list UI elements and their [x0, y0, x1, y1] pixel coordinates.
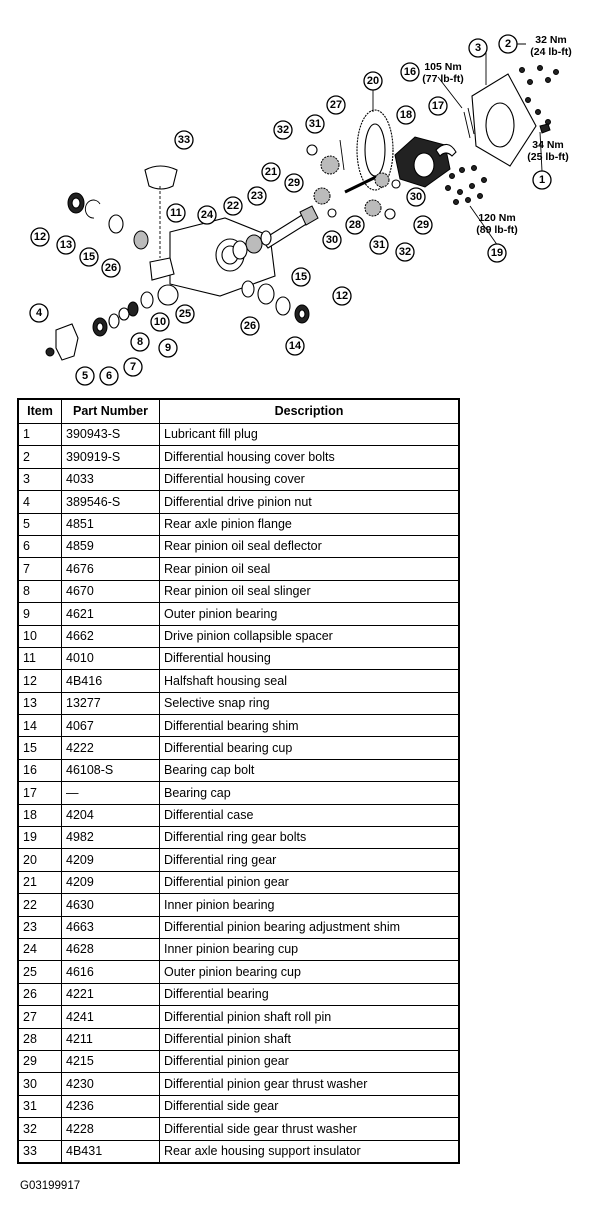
- svg-text:31: 31: [372, 239, 386, 251]
- item-cell: 32: [18, 1118, 62, 1140]
- callout-2: [499, 35, 517, 53]
- svg-text:8: 8: [136, 336, 144, 348]
- torque-spec-2: [530, 34, 571, 58]
- part-number-cell: 13277: [62, 692, 160, 714]
- svg-text:4: 4: [35, 307, 43, 319]
- item-cell: 22: [18, 894, 62, 916]
- part-number-cell: 4B431: [62, 1140, 160, 1163]
- part-number-cell: 4628: [62, 938, 160, 960]
- callout-15-right: [292, 268, 310, 286]
- description-cell: Differential bearing cup: [160, 737, 460, 759]
- callout-10: [151, 313, 169, 331]
- svg-text:26: 26: [243, 320, 257, 332]
- part-number-cell: 390919-S: [62, 446, 160, 468]
- item-cell: 12: [18, 670, 62, 692]
- svg-text:9: 9: [164, 342, 172, 354]
- description-cell: Rear pinion oil seal: [160, 558, 460, 580]
- svg-text:13: 13: [59, 239, 73, 251]
- table-row: [18, 1050, 459, 1072]
- part-number-cell: 4982: [62, 827, 160, 849]
- svg-text:120 Nm: 120 Nm: [478, 212, 516, 224]
- part-number-cell: 4222: [62, 737, 160, 759]
- item-cell: 2: [18, 446, 62, 468]
- part-number-cell: 4670: [62, 580, 160, 602]
- part-number-cell: 4067: [62, 715, 160, 737]
- table-row: [18, 446, 459, 468]
- callout-18: [397, 106, 415, 124]
- item-cell: 23: [18, 916, 62, 938]
- svg-text:105 Nm: 105 Nm: [424, 61, 462, 73]
- item-cell: 26: [18, 983, 62, 1005]
- callout-26-left: [102, 259, 120, 277]
- part-number-cell: 390943-S: [62, 424, 160, 446]
- table-row: [18, 1140, 459, 1163]
- description-cell: Differential pinion shaft: [160, 1028, 460, 1050]
- item-cell: 6: [18, 535, 62, 557]
- part-number-cell: 4228: [62, 1118, 160, 1140]
- table-row: [18, 1073, 459, 1095]
- part-number-cell: 4663: [62, 916, 160, 938]
- svg-text:32: 32: [276, 124, 290, 136]
- table-row: [18, 603, 459, 625]
- item-cell: 31: [18, 1095, 62, 1117]
- description-cell: Outer pinion bearing cup: [160, 961, 460, 983]
- callout-15-left: [80, 248, 98, 266]
- svg-text:15: 15: [82, 251, 96, 263]
- table-row: [18, 938, 459, 960]
- item-cell: 24: [18, 938, 62, 960]
- svg-text:(25 lb-ft): (25 lb-ft): [527, 151, 569, 163]
- callout-14: [286, 337, 304, 355]
- callout-8: [131, 333, 149, 351]
- table-row: [18, 670, 459, 692]
- table-row: [18, 468, 459, 490]
- part-number-cell: 4010: [62, 647, 160, 669]
- svg-text:(89 lb-ft): (89 lb-ft): [476, 224, 518, 236]
- table-row: [18, 916, 459, 938]
- svg-text:16: 16: [403, 66, 417, 78]
- callout-21: [262, 163, 280, 181]
- description-cell: Differential housing cover: [160, 468, 460, 490]
- table-row: [18, 804, 459, 826]
- description-cell: Outer pinion bearing: [160, 603, 460, 625]
- column-header-part-number: Part Number: [62, 399, 160, 424]
- callout-9: [159, 339, 177, 357]
- table-row: [18, 759, 459, 781]
- exploded-view-diagram: [0, 0, 600, 390]
- item-cell: 16: [18, 759, 62, 781]
- description-cell: Differential ring gear bolts: [160, 827, 460, 849]
- callout-33: [175, 131, 193, 149]
- svg-text:15: 15: [294, 271, 308, 283]
- table-row: [18, 491, 459, 513]
- description-cell: Differential bearing shim: [160, 715, 460, 737]
- item-cell: 1: [18, 424, 62, 446]
- item-cell: 7: [18, 558, 62, 580]
- callout-1: [533, 171, 551, 189]
- callout-32-left: [274, 121, 292, 139]
- description-cell: Differential bearing: [160, 983, 460, 1005]
- svg-text:3: 3: [474, 42, 482, 54]
- torque-spec-16: [422, 61, 463, 85]
- callout-19: [488, 244, 506, 262]
- description-cell: Selective snap ring: [160, 692, 460, 714]
- callout-30-left: [323, 231, 341, 249]
- parts-table: [17, 398, 460, 1164]
- description-cell: Differential pinion gear: [160, 1050, 460, 1072]
- part-number-cell: 4209: [62, 849, 160, 871]
- callout-26-right: [241, 317, 259, 335]
- svg-text:(77 lb-ft): (77 lb-ft): [422, 73, 464, 85]
- description-cell: Differential drive pinion nut: [160, 491, 460, 513]
- svg-text:19: 19: [490, 247, 504, 259]
- svg-text:12: 12: [335, 290, 349, 302]
- table-header-row: [18, 399, 459, 424]
- svg-text:30: 30: [325, 234, 339, 246]
- table-row: [18, 961, 459, 983]
- description-cell: Differential housing: [160, 647, 460, 669]
- part-number-cell: 4236: [62, 1095, 160, 1117]
- item-cell: 5: [18, 513, 62, 535]
- svg-text:20: 20: [366, 75, 380, 87]
- callout-25: [176, 305, 194, 323]
- item-cell: 19: [18, 827, 62, 849]
- svg-text:32 Nm: 32 Nm: [535, 34, 567, 46]
- description-cell: Differential ring gear: [160, 849, 460, 871]
- item-cell: 17: [18, 782, 62, 804]
- svg-text:23: 23: [250, 190, 264, 202]
- torque-spec-19: [476, 212, 517, 236]
- item-cell: 4: [18, 491, 62, 513]
- svg-text:28: 28: [348, 219, 362, 231]
- callout-29-right: [414, 216, 432, 234]
- part-number-cell: 4676: [62, 558, 160, 580]
- svg-text:17: 17: [431, 100, 445, 112]
- item-cell: 15: [18, 737, 62, 759]
- item-cell: 27: [18, 1006, 62, 1028]
- callout-16: [401, 63, 419, 81]
- table-row: [18, 782, 459, 804]
- svg-text:1: 1: [538, 174, 546, 186]
- callout-32-right: [396, 243, 414, 261]
- table-row: [18, 1095, 459, 1117]
- description-cell: Rear pinion oil seal deflector: [160, 535, 460, 557]
- item-cell: 3: [18, 468, 62, 490]
- svg-text:27: 27: [329, 99, 343, 111]
- svg-text:30: 30: [409, 191, 423, 203]
- callout-31-right: [370, 236, 388, 254]
- table-row: [18, 535, 459, 557]
- svg-text:2: 2: [504, 38, 512, 50]
- table-row: [18, 1028, 459, 1050]
- part-number-cell: 4241: [62, 1006, 160, 1028]
- callout-5: [76, 367, 94, 385]
- callout-30-right: [407, 188, 425, 206]
- description-cell: Differential case: [160, 804, 460, 826]
- item-cell: 18: [18, 804, 62, 826]
- item-cell: 13: [18, 692, 62, 714]
- description-cell: Differential side gear: [160, 1095, 460, 1117]
- part-number-cell: 4211: [62, 1028, 160, 1050]
- table-row: [18, 827, 459, 849]
- description-cell: Rear axle housing support insulator: [160, 1140, 460, 1163]
- svg-text:32: 32: [398, 246, 412, 258]
- callout-29-left: [285, 174, 303, 192]
- item-cell: 11: [18, 647, 62, 669]
- callout-3: [469, 39, 487, 57]
- item-cell: 29: [18, 1050, 62, 1072]
- svg-text:29: 29: [287, 177, 301, 189]
- svg-text:31: 31: [308, 118, 322, 130]
- table-row: [18, 424, 459, 446]
- part-number-cell: 4221: [62, 983, 160, 1005]
- svg-text:21: 21: [264, 166, 278, 178]
- callout-11: [167, 204, 185, 222]
- item-cell: 9: [18, 603, 62, 625]
- part-number-cell: 4662: [62, 625, 160, 647]
- part-number-cell: 4204: [62, 804, 160, 826]
- item-cell: 10: [18, 625, 62, 647]
- part-number-cell: 4230: [62, 1073, 160, 1095]
- description-cell: Differential pinion bearing adjustment shim: [160, 916, 460, 938]
- svg-text:24: 24: [200, 209, 214, 221]
- callout-27: [327, 96, 345, 114]
- item-cell: 20: [18, 849, 62, 871]
- description-cell: Inner pinion bearing cup: [160, 938, 460, 960]
- item-cell: 8: [18, 580, 62, 602]
- part-number-cell: 4B416: [62, 670, 160, 692]
- part-number-cell: —: [62, 782, 160, 804]
- callout-12-left: [31, 228, 49, 246]
- callout-23: [248, 187, 266, 205]
- item-cell: 21: [18, 871, 62, 893]
- part-number-cell: 4033: [62, 468, 160, 490]
- callout-28: [346, 216, 364, 234]
- callout-24: [198, 206, 216, 224]
- description-cell: Differential pinion gear thrust washer: [160, 1073, 460, 1095]
- table-body: [18, 424, 459, 1163]
- part-number-cell: 4851: [62, 513, 160, 535]
- table-row: [18, 692, 459, 714]
- svg-text:18: 18: [399, 109, 413, 121]
- figure-code: G03199917: [20, 1180, 81, 1192]
- table-row: [18, 737, 459, 759]
- table-row: [18, 647, 459, 669]
- description-cell: Halfshaft housing seal: [160, 670, 460, 692]
- table-row: [18, 871, 459, 893]
- part-number-cell: 46108-S: [62, 759, 160, 781]
- svg-text:14: 14: [288, 340, 302, 352]
- description-cell: Differential housing cover bolts: [160, 446, 460, 468]
- table-row: [18, 1006, 459, 1028]
- svg-text:6: 6: [105, 370, 113, 382]
- svg-text:34 Nm: 34 Nm: [532, 139, 564, 151]
- item-cell: 25: [18, 961, 62, 983]
- part-number-cell: 4215: [62, 1050, 160, 1072]
- description-cell: Bearing cap bolt: [160, 759, 460, 781]
- svg-text:33: 33: [177, 134, 191, 146]
- item-cell: 14: [18, 715, 62, 737]
- table-row: [18, 625, 459, 647]
- description-cell: Inner pinion bearing: [160, 894, 460, 916]
- svg-text:7: 7: [129, 361, 137, 373]
- table-row: [18, 849, 459, 871]
- part-number-cell: 4616: [62, 961, 160, 983]
- item-cell: 28: [18, 1028, 62, 1050]
- callout-20: [364, 72, 382, 90]
- callout-13: [57, 236, 75, 254]
- callout-31-left: [306, 115, 324, 133]
- svg-text:12: 12: [33, 231, 47, 243]
- table-row: [18, 513, 459, 535]
- svg-text:29: 29: [416, 219, 430, 231]
- description-cell: Bearing cap: [160, 782, 460, 804]
- column-header-description: Description: [160, 399, 460, 424]
- part-number-cell: 4209: [62, 871, 160, 893]
- description-cell: Lubricant fill plug: [160, 424, 460, 446]
- callout-22: [224, 197, 242, 215]
- callout-17: [429, 97, 447, 115]
- table-row: [18, 1118, 459, 1140]
- description-cell: Rear pinion oil seal slinger: [160, 580, 460, 602]
- svg-text:(24 lb-ft): (24 lb-ft): [530, 46, 572, 58]
- part-number-cell: 389546-S: [62, 491, 160, 513]
- svg-text:11: 11: [170, 207, 182, 219]
- torque-spec-1: [527, 139, 568, 163]
- svg-text:26: 26: [104, 262, 118, 274]
- item-cell: 33: [18, 1140, 62, 1163]
- callout-6: [100, 367, 118, 385]
- table-row: [18, 715, 459, 737]
- column-header-item: Item: [18, 399, 62, 424]
- description-cell: Differential side gear thrust washer: [160, 1118, 460, 1140]
- description-cell: Drive pinion collapsible spacer: [160, 625, 460, 647]
- callout-7: [124, 358, 142, 376]
- table-row: [18, 894, 459, 916]
- part-number-cell: 4630: [62, 894, 160, 916]
- svg-text:25: 25: [178, 308, 192, 320]
- svg-text:10: 10: [153, 316, 167, 328]
- table-row: [18, 983, 459, 1005]
- description-cell: Differential pinion shaft roll pin: [160, 1006, 460, 1028]
- table-row: [18, 558, 459, 580]
- svg-text:5: 5: [81, 370, 89, 382]
- item-cell: 30: [18, 1073, 62, 1095]
- description-cell: Rear axle pinion flange: [160, 513, 460, 535]
- svg-text:22: 22: [226, 200, 240, 212]
- callout-4: [30, 304, 48, 322]
- callout-12-right: [333, 287, 351, 305]
- table-row: [18, 580, 459, 602]
- description-cell: Differential pinion gear: [160, 871, 460, 893]
- part-number-cell: 4859: [62, 535, 160, 557]
- part-number-cell: 4621: [62, 603, 160, 625]
